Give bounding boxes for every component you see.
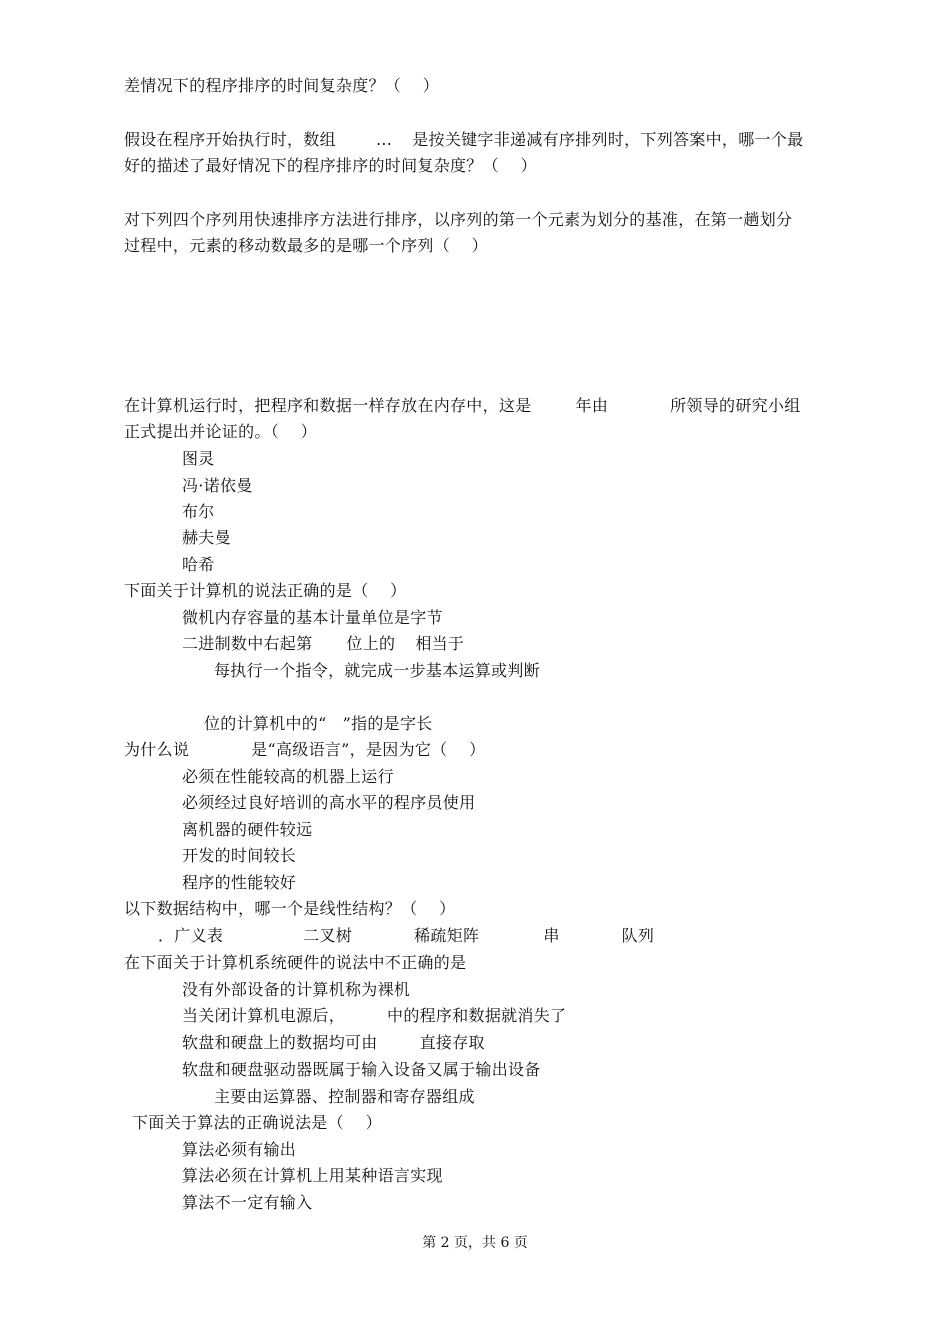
- option-disk-drive: 软盘和硬盘驱动器既属于输入设备又属于输出设备: [182, 1060, 541, 1079]
- option-queue: 队列: [621, 926, 655, 945]
- option-text: 当关闭计算机电源后，: [182, 1006, 346, 1025]
- question-text: 假设在程序开始执行时，数组: [124, 130, 336, 149]
- option-hash: 哈希: [182, 555, 215, 574]
- option-text: 位上的: [346, 634, 396, 653]
- option-high-performance: 必须在性能较高的机器上运行: [182, 767, 394, 786]
- question-best-case-line1: [124, 130, 803, 150]
- option-string: 串: [543, 926, 560, 945]
- question-text: 是“高级语言”，是因为它（ ）: [251, 740, 486, 759]
- question-worst-case-tail: 差情况下的程序排序的时间复杂度？（ ）: [124, 76, 440, 95]
- option-binary: [182, 634, 464, 654]
- option-text: 中的程序和数据就消失了: [387, 1006, 567, 1025]
- option-dev-time: 开发的时间较长: [182, 846, 297, 865]
- option-von-neumann: 冯·诺依曼: [182, 476, 253, 495]
- option-binary-tree: 二叉树: [303, 926, 353, 945]
- options-data-structures: [158, 926, 654, 946]
- question-text: 所领导的研究小组: [670, 396, 801, 415]
- option-far-from-hardware: 离机器的硬件较远: [182, 820, 313, 839]
- option-text: 位的计算机中的“: [204, 714, 327, 733]
- question-computer: 下面关于计算机的说法正确的是（ ）: [124, 581, 407, 600]
- option-boole: 布尔: [182, 502, 215, 521]
- option-bare-machine: 没有外部设备的计算机称为裸机: [182, 980, 411, 999]
- option-input: 算法不一定有输入: [182, 1193, 313, 1212]
- question-stored-program-line1: [124, 396, 801, 416]
- option-language: 算法必须在计算机上用某种语言实现: [182, 1166, 443, 1185]
- question-text: 年由: [575, 396, 609, 415]
- option-sparse-matrix: 稀疏矩阵: [414, 926, 480, 945]
- option-trained-programmer: 必须经过良好培训的高水平的程序员使用: [182, 793, 476, 812]
- option-text: 软盘和硬盘上的数据均可由: [182, 1033, 378, 1052]
- option-word-length: [204, 714, 433, 734]
- question-hardware: 在下面关于计算机系统硬件的说法中不正确的是: [124, 953, 467, 972]
- option-text: 相当于: [415, 634, 465, 653]
- option-disk-access: [182, 1033, 485, 1053]
- option-byte: 微机内存容量的基本计量单位是字节: [182, 608, 443, 627]
- option-instruction: 每执行一个指令，就完成一步基本运算或判断: [214, 661, 541, 680]
- question-text: 为什么说: [124, 740, 190, 759]
- question-quicksort-line1: 对下列四个序列用快速排序方法进行排序，以序列的第一个元素为划分的基准，在第一趟划分: [124, 210, 793, 229]
- option-turing: 图灵: [182, 449, 215, 468]
- question-text: 在计算机运行时，把程序和数据一样存放在内存中，这是: [124, 396, 532, 415]
- option-text: 直接存取: [419, 1033, 485, 1052]
- option-text: 二进制数中右起第: [182, 634, 313, 653]
- page-footer: 第 2 页，共 6 页: [422, 1235, 528, 1251]
- ellipsis: …: [375, 130, 393, 149]
- option-power-off: [182, 1006, 566, 1026]
- option-text: ”指的是字长: [342, 714, 433, 733]
- question-best-case-line2: 好的描述了最好情况下的程序排序的时间复杂度？（ ）: [124, 156, 537, 175]
- option-good-performance: 程序的性能较好: [182, 873, 297, 892]
- option-generalized-list: ．广义表: [158, 926, 224, 945]
- question-high-level: [124, 740, 485, 760]
- question-stored-program-line2: 正式提出并论证的。（ ）: [124, 422, 317, 441]
- option-huffman: 赫夫曼: [182, 528, 231, 547]
- option-cpu: 主要由运算器、控制器和寄存器组成: [214, 1087, 475, 1106]
- option-must-output: 算法必须有输出: [182, 1140, 297, 1159]
- question-algorithm: 下面关于算法的正确说法是（ ）: [132, 1113, 382, 1132]
- question-text: 是按关键字非递减有序排列时，下列答案中，哪一个最: [412, 130, 804, 149]
- question-quicksort-line2: 过程中，元素的移动数最多的是哪一个序列（ ）: [124, 236, 488, 255]
- question-linear-structure: 以下数据结构中，哪一个是线性结构？（ ）: [124, 899, 456, 918]
